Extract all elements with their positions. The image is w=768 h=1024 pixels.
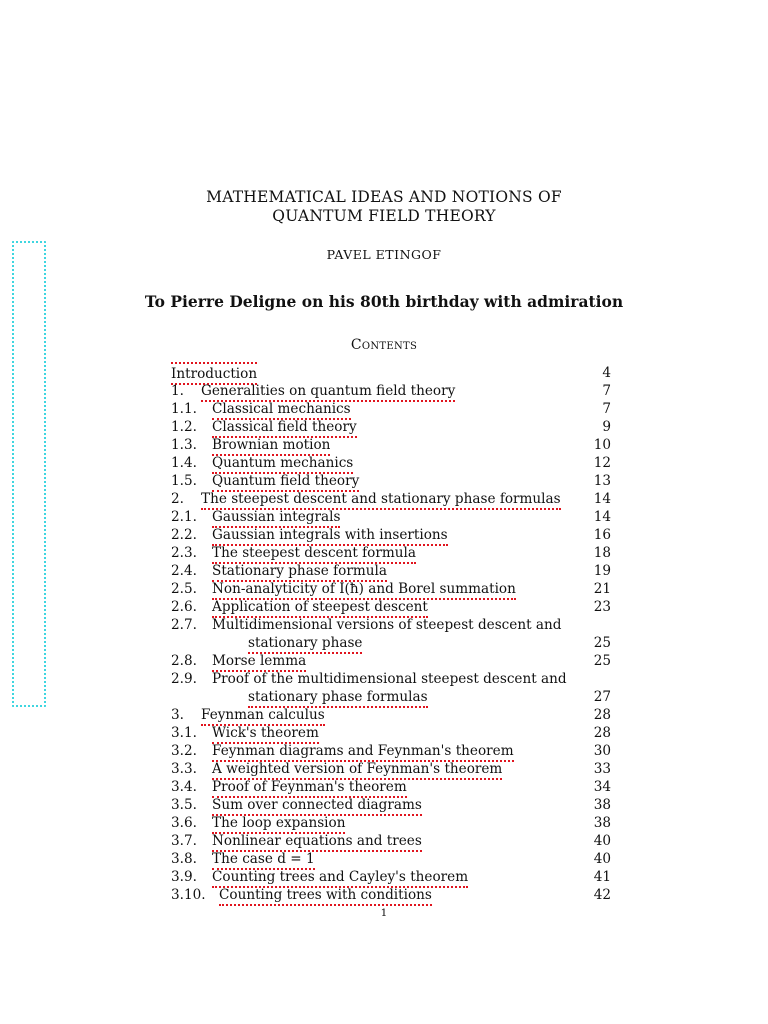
toc-entry-text[interactable]: Proof of the multidimensional steepest descent and: [212, 671, 567, 687]
toc-entry-page: 16: [593, 527, 611, 543]
toc-entry-page: 42: [593, 887, 611, 903]
toc-entry-page: 12: [593, 455, 611, 471]
toc-entry-number: 2.9.: [171, 671, 197, 687]
toc-entry-page: 7: [602, 401, 611, 417]
toc-entry-number: 1.4.: [171, 455, 197, 471]
toc-entry-page: 14: [593, 491, 611, 507]
toc-entry-3-6[interactable]: [171, 814, 611, 832]
toc-entry-2-4[interactable]: [171, 562, 611, 580]
toc-entry-text[interactable]: Feynman calculus: [201, 706, 325, 726]
toc-entry-text[interactable]: Nonlinear equations and trees: [212, 832, 422, 852]
toc-entry-2-7[interactable]: [171, 616, 611, 634]
toc-entry-text[interactable]: Classical field theory: [212, 418, 357, 438]
toc-entry-page: 27: [593, 689, 611, 705]
toc-entry-page: 9: [602, 419, 611, 435]
page-number: 1: [380, 907, 388, 919]
toc-entry-2-2[interactable]: [171, 526, 611, 544]
toc-entry-text[interactable]: The steepest descent and stationary phase formulas: [201, 490, 561, 510]
toc-entry-text[interactable]: Morse lemma: [212, 652, 306, 672]
toc-entry-number: 3.3.: [171, 761, 197, 777]
toc-entry-page: 25: [593, 635, 611, 651]
toc-entry-number: 3.4.: [171, 779, 197, 795]
toc-entry-page: 25: [593, 653, 611, 669]
toc-entry-3-1[interactable]: [171, 724, 611, 742]
toc-entry-2-8[interactable]: [171, 652, 611, 670]
toc-entry-number: 3.10.: [171, 887, 206, 903]
toc-entry-text[interactable]: Quantum mechanics: [212, 454, 353, 474]
toc-entry-text[interactable]: Sum over connected diagrams: [212, 796, 422, 816]
toc-entry-text[interactable]: Counting trees with conditions: [219, 886, 432, 906]
toc-entry-3-8[interactable]: [171, 850, 611, 868]
toc-entry-number: 1.: [171, 383, 184, 399]
author-name: PAVEL ETINGOF: [326, 247, 442, 262]
toc-entry-page: 41: [593, 869, 611, 885]
toc-entry-number: 3.8.: [171, 851, 197, 867]
toc-entry-section-3[interactable]: [171, 706, 611, 724]
toc-entry-text[interactable]: Wick's theorem: [212, 724, 319, 744]
toc-entry-3-3[interactable]: [171, 760, 611, 778]
toc-entry-number: 1.3.: [171, 437, 197, 453]
toc-entry-text[interactable]: Application of steepest descent: [212, 598, 428, 618]
toc-entry-text[interactable]: Gaussian integrals: [212, 508, 340, 528]
toc-entry-text[interactable]: Classical mechanics: [212, 400, 351, 420]
toc-entry-3-10[interactable]: [171, 886, 611, 904]
toc-entry-2-5[interactable]: [171, 580, 611, 598]
toc-entry-3-9[interactable]: [171, 868, 611, 886]
toc-entry-number: 3.: [171, 707, 184, 723]
toc-entry-3-5[interactable]: [171, 796, 611, 814]
toc-entry-number: 1.5.: [171, 473, 197, 489]
table-of-contents: [171, 364, 611, 904]
toc-entry-page: 38: [593, 797, 611, 813]
title-line-2: QUANTUM FIELD THEORY: [272, 207, 496, 225]
toc-entry-page: 28: [593, 725, 611, 741]
toc-entry-text[interactable]: Non-analyticity of I(ħ) and Borel summation: [212, 580, 516, 600]
toc-entry-text[interactable]: The case d = 1: [212, 850, 315, 870]
toc-entry-2-9-continued[interactable]: [171, 688, 611, 706]
toc-entry-page: 40: [593, 851, 611, 867]
toc-entry-text[interactable]: Feynman diagrams and Feynman's theorem: [212, 742, 514, 762]
toc-entry-number: 3.9.: [171, 869, 197, 885]
toc-entry-number: 2.3.: [171, 545, 197, 561]
dedication: To Pierre Deligne on his 80th birthday with admiration: [144, 292, 624, 311]
toc-entry-page: 38: [593, 815, 611, 831]
toc-entry-text[interactable]: Generalities on quantum field theory: [201, 382, 455, 402]
toc-entry-1-2[interactable]: [171, 418, 611, 436]
toc-entry-text[interactable]: Quantum field theory: [212, 472, 359, 492]
toc-entry-text[interactable]: Stationary phase formula: [212, 562, 387, 582]
toc-entry-number: 3.5.: [171, 797, 197, 813]
toc-entry-section-1[interactable]: [171, 382, 611, 400]
toc-entry-2-7-continued[interactable]: [171, 634, 611, 652]
toc-entry-number: 2.1.: [171, 509, 197, 525]
toc-entry-text[interactable]: The steepest descent formula: [212, 544, 416, 564]
toc-entry-number: 2.4.: [171, 563, 197, 579]
toc-entry-3-7[interactable]: [171, 832, 611, 850]
toc-entry-2-1[interactable]: [171, 508, 611, 526]
toc-entry-number: 1.2.: [171, 419, 197, 435]
toc-entry-2-6[interactable]: [171, 598, 611, 616]
toc-entry-text[interactable]: Multidimensional versions of steepest descent and: [212, 617, 562, 633]
toc-entry-1-1[interactable]: [171, 400, 611, 418]
toc-entry-number: 3.1.: [171, 725, 197, 741]
paper-title: [0, 188, 768, 226]
toc-entry-introduction[interactable]: [171, 364, 611, 382]
toc-entry-text[interactable]: stationary phase formulas: [248, 688, 428, 708]
toc-entry-page: 34: [593, 779, 611, 795]
toc-entry-text[interactable]: Introduction: [171, 362, 257, 385]
toc-entry-text[interactable]: Counting trees and Cayley's theorem: [212, 868, 468, 888]
toc-entry-text[interactable]: A weighted version of Feynman's theorem: [212, 760, 502, 780]
toc-entry-number: 2.: [171, 491, 184, 507]
toc-entry-number: 3.2.: [171, 743, 197, 759]
toc-entry-page: 7: [602, 383, 611, 399]
toc-entry-2-9[interactable]: [171, 670, 611, 688]
toc-entry-2-3[interactable]: [171, 544, 611, 562]
toc-entry-section-2[interactable]: [171, 490, 611, 508]
toc-entry-number: 1.1.: [171, 401, 197, 417]
toc-entry-page: 30: [593, 743, 611, 759]
toc-entry-page: 19: [593, 563, 611, 579]
toc-entry-number: 2.5.: [171, 581, 197, 597]
contents-heading: Contents: [350, 337, 418, 353]
toc-entry-text[interactable]: Gaussian integrals with insertions: [212, 526, 448, 546]
toc-entry-text[interactable]: Proof of Feynman's theorem: [212, 778, 407, 798]
toc-entry-page: 21: [593, 581, 611, 597]
toc-entry-number: 2.2.: [171, 527, 197, 543]
toc-entry-page: 40: [593, 833, 611, 849]
toc-entry-text[interactable]: Brownian motion: [212, 436, 330, 456]
toc-entry-1-3[interactable]: [171, 436, 611, 454]
toc-entry-number: 2.7.: [171, 617, 197, 633]
title-line-1: MATHEMATICAL IDEAS AND NOTIONS OF: [206, 188, 562, 206]
toc-entry-number: 3.7.: [171, 833, 197, 849]
toc-entry-page: 4: [602, 365, 611, 381]
toc-entry-1-4[interactable]: [171, 454, 611, 472]
toc-entry-page: 18: [593, 545, 611, 561]
toc-entry-number: 2.8.: [171, 653, 197, 669]
toc-entry-3-2[interactable]: [171, 742, 611, 760]
toc-entry-page: 14: [593, 509, 611, 525]
toc-entry-page: 33: [593, 761, 611, 777]
toc-entry-3-4[interactable]: [171, 778, 611, 796]
toc-entry-1-5[interactable]: [171, 472, 611, 490]
toc-entry-text[interactable]: The loop expansion: [212, 814, 345, 834]
toc-entry-page: 23: [593, 599, 611, 615]
toc-entry-text[interactable]: stationary phase: [248, 634, 362, 654]
toc-entry-page: 10: [593, 437, 611, 453]
toc-entry-number: 3.6.: [171, 815, 197, 831]
toc-entry-page: 13: [593, 473, 611, 489]
toc-entry-number: 2.6.: [171, 599, 197, 615]
toc-entry-page: 28: [593, 707, 611, 723]
